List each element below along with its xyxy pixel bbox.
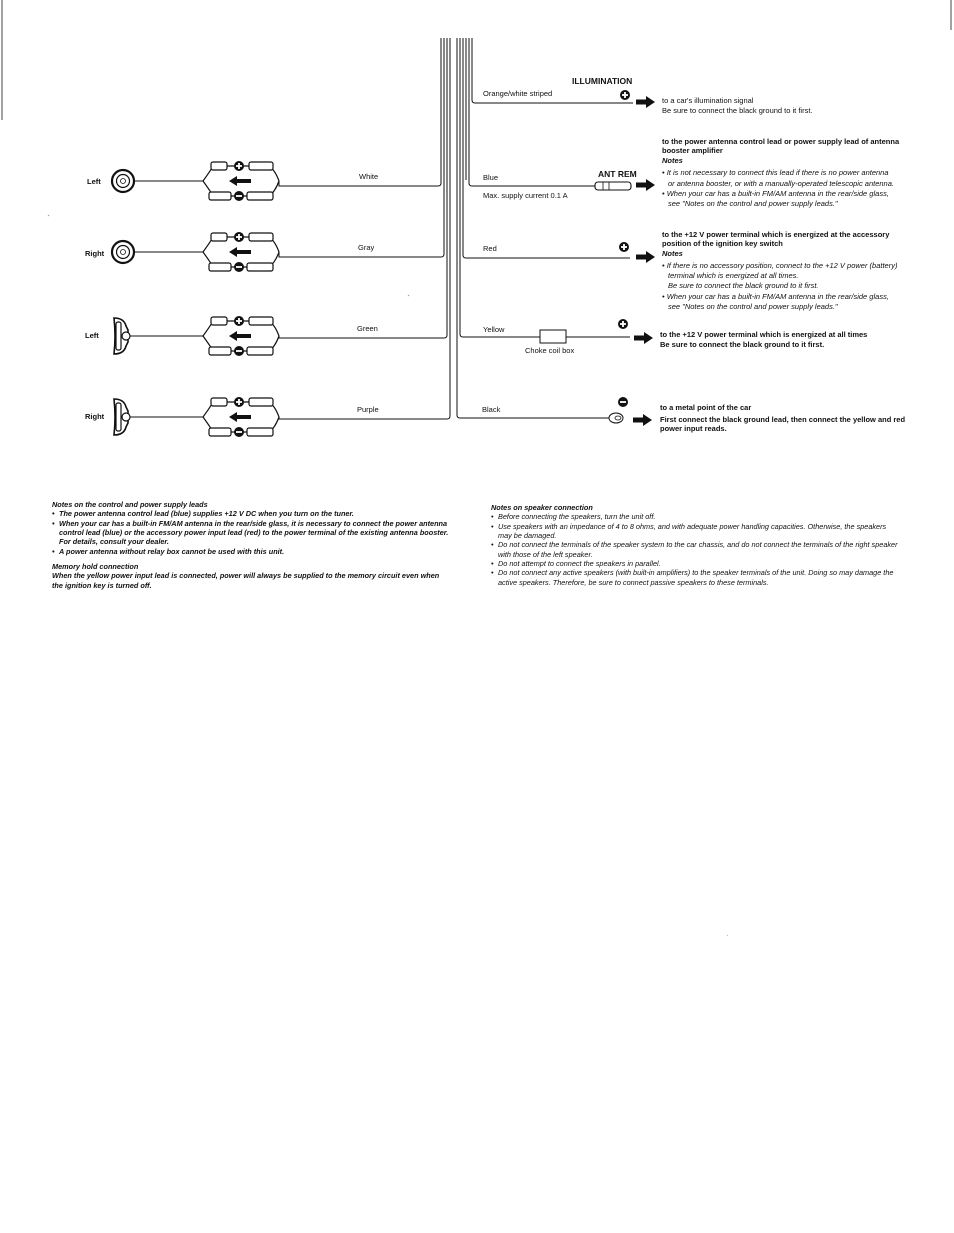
lead-desc: to the +12 V power terminal which is energized at all times — [660, 330, 868, 339]
plug-icon — [595, 182, 631, 190]
ant-rem-heading: ANT REM — [598, 169, 637, 179]
round-speaker-icon — [112, 170, 134, 192]
speaker-row-1 — [87, 161, 441, 201]
lead-note: • It is not necessary to connect this lead if there is no power antenna — [662, 168, 889, 177]
note-item: • Do not attempt to connect the speakers in parallel. — [491, 559, 901, 568]
lead-note: • When your car has a built-in FM/AM antenna in the rear/side glass, — [662, 189, 889, 198]
note-item: • The power antenna control lead (blue) supplies +12 V DC when you turn on the tuner. — [52, 509, 452, 518]
lead-desc: to a car's illumination signal — [662, 96, 754, 105]
notes-label: Notes — [662, 249, 683, 258]
lead-desc: to the power antenna control lead or power supply lead of antenna — [662, 137, 900, 146]
lead-black — [457, 397, 905, 433]
wire-color-label: Purple — [357, 405, 379, 414]
cone-speaker-icon — [114, 318, 130, 354]
round-speaker-icon — [112, 241, 134, 263]
note-item: • Before connecting the speakers, turn the unit off. — [491, 512, 901, 521]
lead-desc: First connect the black ground lead, then connect the yellow and red — [660, 415, 906, 424]
connector-icon — [203, 316, 279, 356]
lead-yellow — [460, 319, 867, 355]
lead-desc: to the +12 V power terminal which is energized at the accessory — [662, 230, 890, 239]
wire-color-label: Blue — [483, 173, 499, 182]
arrow-right-icon — [636, 179, 655, 191]
connector-icon — [203, 161, 279, 201]
speaker-side-label: Left — [87, 177, 101, 186]
wire-color-label: Gray — [358, 243, 375, 252]
lead-desc: position of the ignition key switch — [662, 239, 783, 248]
lead-illumination — [472, 76, 813, 115]
notes-title: Notes on the control and power supply leads — [52, 500, 208, 509]
harness-bundle — [441, 38, 472, 410]
lead-desc: booster amplifier — [662, 146, 723, 155]
minus-terminal-icon — [618, 397, 628, 407]
lead-desc: Be sure to connect the black ground to it first. — [662, 106, 813, 115]
wire-color-label: White — [359, 172, 379, 181]
lead-note: see "Notes on the control and power supply leads." — [668, 302, 838, 311]
lead-note: terminal which is energized at all times. — [668, 271, 799, 280]
connector-icon — [203, 232, 279, 272]
note-item: • When your car has a built-in FM/AM antenna in the rear/side glass, it is necessary to connect the power antenna control lead (blue) or the accessory power input lead (red) to the power terminal of the existing antenna booster. For details, consult your dealer. — [52, 519, 452, 547]
wire-color-label: Orange/white striped — [483, 89, 553, 98]
arrow-right-icon — [636, 251, 655, 263]
wire-color-label: Green — [357, 324, 378, 333]
notes-label: Notes — [662, 156, 683, 165]
wire-color-label: Red — [483, 244, 497, 253]
notes-control-power-leads — [52, 500, 452, 590]
plus-terminal-icon — [620, 90, 630, 100]
memory-hold-title: Memory hold connection — [52, 561, 139, 571]
cone-speaker-icon — [114, 399, 130, 435]
lead-note: • If there is no accessory position, connect to the +12 V power (battery) — [662, 261, 898, 270]
lead-desc: to a metal point of the car — [660, 403, 752, 412]
lead-antenna — [469, 110, 900, 208]
choke-coil-box — [540, 330, 566, 343]
lead-note: Be sure to connect the black ground to it first. — [668, 281, 819, 290]
plus-terminal-icon — [618, 319, 628, 329]
speaker-row-3 — [85, 316, 447, 356]
choke-label: Choke coil box — [525, 346, 575, 355]
wire-color-label: Yellow — [483, 325, 505, 334]
ground-terminal-icon — [609, 413, 623, 423]
speaker-side-label: Left — [85, 331, 99, 340]
speaker-side-label: Right — [85, 249, 105, 258]
speaker-row-2 — [85, 232, 444, 272]
note-item: • Do not connect any active speakers (with built-in amplifiers) to the speaker terminals of the unit. Doing so may damage the active speakers. Therefore, be sure to connect passive speakers to these terminals. — [491, 568, 901, 587]
note-item: • Do not connect the terminals of the speaker system to the car chassis, and do not connect the terminals of the right speaker with those of the left speaker. — [491, 540, 901, 559]
arrow-right-icon — [636, 96, 655, 108]
wire-color-label: Black — [482, 405, 501, 414]
lead-desc: power input reads. — [660, 424, 727, 433]
speck — [408, 295, 409, 296]
speck — [48, 215, 49, 216]
lead-desc: Be sure to connect the black ground to it first. — [660, 340, 825, 349]
notes-title: Notes on speaker connection — [491, 503, 593, 512]
speaker-row-4 — [85, 397, 450, 437]
connector-icon — [203, 397, 279, 437]
lead-note: see "Notes on the control and power supply leads." — [668, 199, 838, 208]
plus-terminal-icon — [619, 242, 629, 252]
notes-speaker-connection — [491, 503, 901, 587]
arrow-right-icon — [634, 332, 653, 344]
illumination-heading: ILLUMINATION — [572, 76, 633, 86]
memory-hold-text: When the yellow power input lead is connected, power will always be supplied to the memory circuit even when the ignition key is turned off. — [52, 571, 440, 590]
lead-note: • When your car has a built-in FM/AM antenna in the rear/side glass, — [662, 292, 889, 301]
speck — [727, 935, 728, 936]
supply-label: Max. supply current 0.1 A — [483, 191, 568, 200]
speaker-side-label: Right — [85, 412, 105, 421]
note-item: • A power antenna without relay box cannot be used with this unit. — [52, 547, 452, 556]
note-item: • Use speakers with an impedance of 4 to 8 ohms, and with adequate power handling capacities. Otherwise, the speakers may be damaged. — [491, 522, 901, 541]
arrow-right-icon — [633, 414, 652, 426]
lead-note: or antenna booster, or with a manually-operated telescopic antenna. — [668, 179, 894, 188]
